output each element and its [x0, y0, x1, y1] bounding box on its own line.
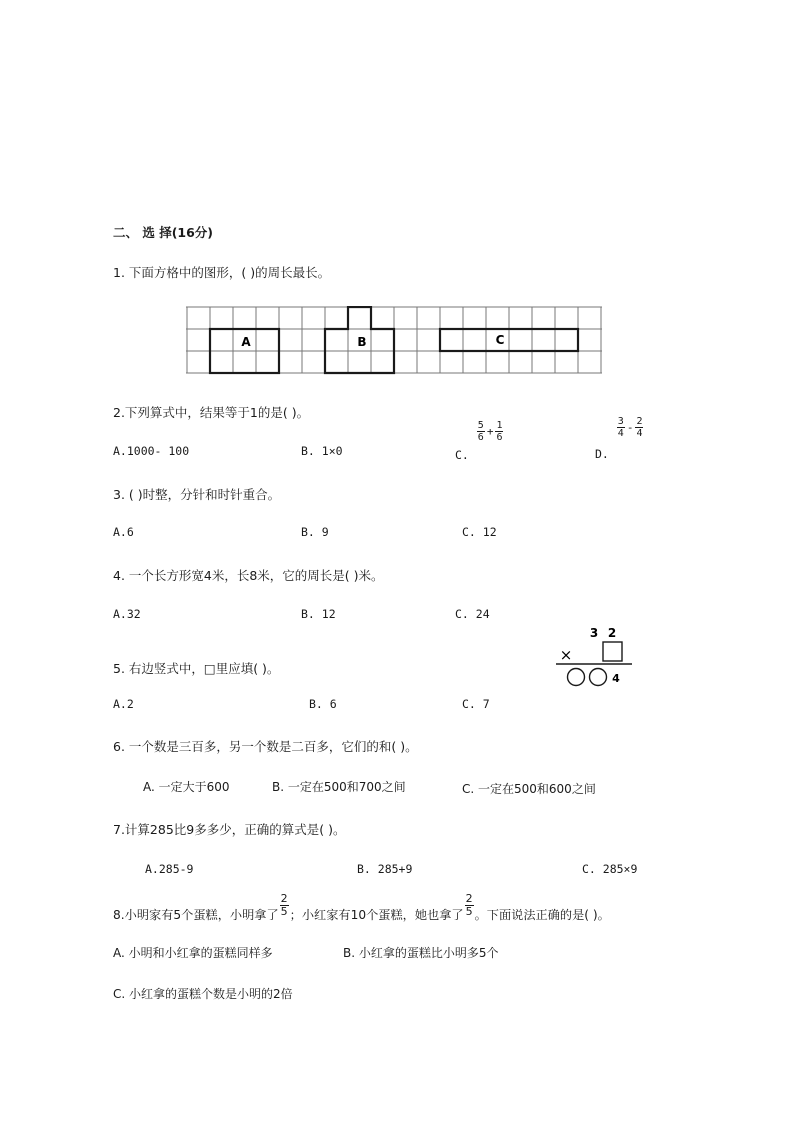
denominator: 5: [280, 905, 288, 918]
numerator: 1: [496, 420, 503, 431]
q5-option-b[interactable]: B. 6: [309, 697, 337, 711]
q1-grid-figure: [186, 306, 604, 376]
shape-a-label: A: [241, 335, 251, 349]
q7-option-b[interactable]: B. 285+9: [357, 862, 413, 876]
q4-option-a[interactable]: A.32: [113, 607, 141, 621]
blank-circle-2: [590, 669, 607, 686]
q2-text: 2.下列算式中，结果等于1的是( )。: [113, 405, 310, 420]
q8-text: [113, 892, 610, 922]
q2-option-c-prefix: C.: [455, 448, 469, 462]
q4-option-b[interactable]: B. 12: [301, 607, 336, 621]
numerator: 5: [477, 420, 484, 431]
q2-option-c[interactable]: [455, 420, 504, 462]
numerator: 2: [280, 892, 288, 905]
q5-option-c[interactable]: C. 7: [462, 697, 490, 711]
times-sign: ×: [559, 646, 573, 664]
result-digit: 4: [612, 672, 620, 685]
q6-option-c[interactable]: C. 一定在500和600之间: [462, 782, 596, 796]
q2-option-d[interactable]: [595, 416, 644, 461]
q8-text-part2: ；小红家有10个蛋糕，她也拿了: [289, 908, 464, 922]
q8-text-part3: 。下面说法正确的是( )。: [474, 908, 610, 922]
q1-text: 1. 下面方格中的图形，( )的周长最长。: [113, 265, 331, 280]
denominator: 5: [465, 905, 473, 918]
multiplicand-digit-2: 2: [607, 626, 617, 640]
q8-option-a[interactable]: A. 小明和小红拿的蛋糕同样多: [113, 946, 273, 960]
q4-option-c[interactable]: C. 24: [455, 607, 490, 621]
q3-option-b[interactable]: B. 9: [301, 525, 329, 539]
blank-box: [603, 642, 622, 661]
operator: -: [626, 421, 634, 434]
q7-option-a[interactable]: A.285-9: [145, 862, 194, 876]
q3-option-a[interactable]: A.6: [113, 525, 134, 539]
multiplicand-digit-1: 3: [589, 626, 599, 640]
shape-c-label: C: [495, 333, 505, 347]
q3-option-c[interactable]: C. 12: [462, 525, 497, 539]
operator: +: [486, 425, 494, 438]
q6-option-a[interactable]: A. 一定大于600: [143, 780, 230, 794]
q8-option-b[interactable]: B. 小红拿的蛋糕比小明多5个: [343, 946, 499, 960]
fraction: [635, 416, 643, 439]
shape-b-label: B: [357, 335, 367, 349]
denominator: 6: [496, 432, 503, 443]
denominator: 4: [636, 428, 643, 439]
fraction: [465, 893, 474, 918]
denominator: 6: [477, 432, 484, 443]
numerator: 3: [617, 416, 624, 427]
numerator: 2: [465, 892, 473, 905]
q2-option-a[interactable]: A.1000- 100: [113, 444, 190, 458]
q4-text: 4. 一个长方形宽4米，长8米，它的周长是( )米。: [113, 568, 384, 583]
q5-option-a[interactable]: A.2: [113, 697, 134, 711]
blank-circle-1: [568, 669, 585, 686]
q2-option-d-prefix: D.: [595, 447, 609, 461]
q7-text: 7.计算285比9多多少，正确的算式是( )。: [113, 822, 346, 837]
q8-text-part1: 8.小明家有5个蛋糕，小明拿了: [113, 908, 279, 922]
q6-text: 6. 一个数是三百多，另一个数是二百多，它们的和( )。: [113, 739, 418, 754]
q5-text: 5. 右边竖式中，□里应填( )。: [113, 661, 280, 676]
denominator: 4: [617, 428, 624, 439]
numerator: 2: [636, 416, 643, 427]
q2-option-b[interactable]: B. 1×0: [301, 444, 343, 458]
fraction: [280, 893, 289, 918]
fraction: [495, 420, 503, 443]
q7-option-c[interactable]: C. 285×9: [582, 862, 638, 876]
q3-text: 3. ( )时整，分针和时针重合。: [113, 487, 281, 502]
fraction: [477, 420, 485, 443]
fraction: [617, 416, 625, 439]
q8-option-c[interactable]: C. 小红拿的蛋糕个数是小明的2倍: [113, 987, 293, 1001]
q6-option-b[interactable]: B. 一定在500和700之间: [272, 780, 406, 794]
section-title: 二、 选 择(16分): [113, 225, 214, 240]
q5-vertical-multiplication: [552, 622, 636, 690]
